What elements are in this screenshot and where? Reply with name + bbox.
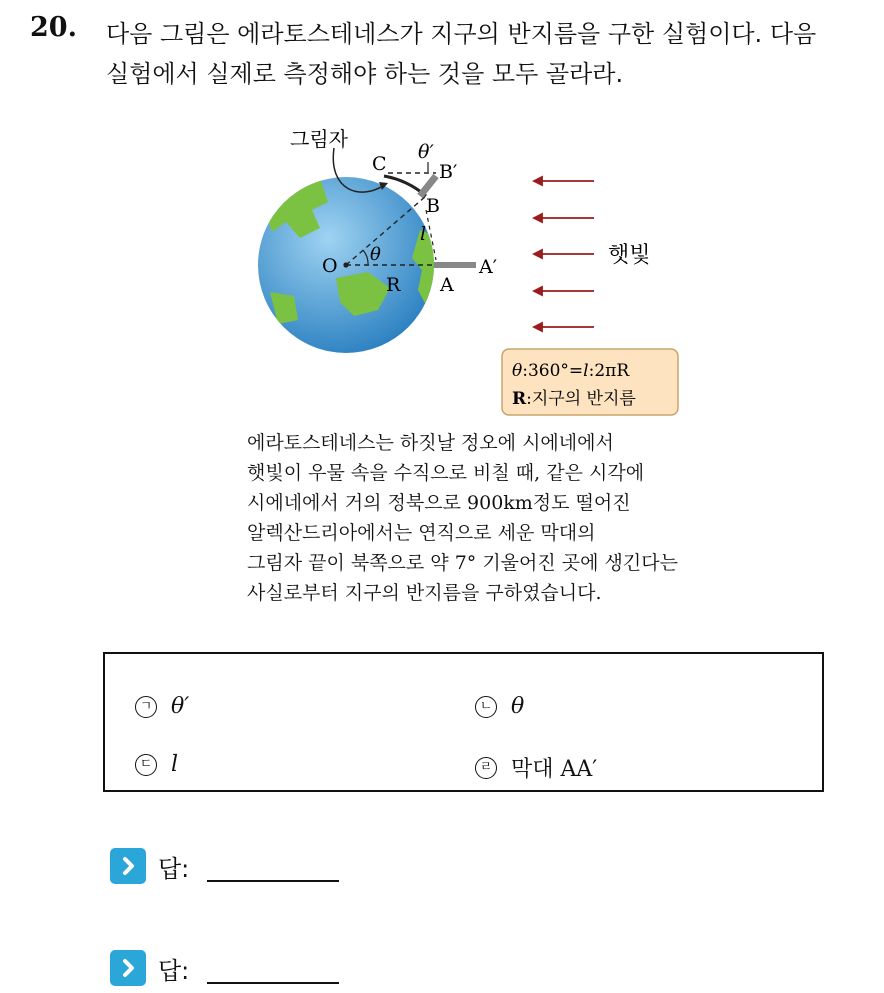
question-text-line1: 다음 그림은 에라토스테네스가 지구의 반지름을 구한 실험이다. 다음	[106, 20, 817, 48]
eratosthenes-diagram	[250, 110, 690, 420]
choice-text: l	[171, 752, 179, 777]
answer-label: 답:	[158, 956, 190, 985]
rod-BBp	[420, 176, 436, 196]
question-number: 20.	[30, 12, 77, 43]
label-C: C	[372, 153, 387, 175]
choice-item	[475, 694, 524, 719]
center-point-O	[343, 262, 348, 267]
question-text-line2: 실험에서 실제로 측정해야 하는 것을 모두 골라라.	[106, 60, 624, 88]
answer-label: 답:	[158, 854, 190, 883]
sunlight-label: 햇빛	[608, 243, 651, 268]
choice-text: θ′	[171, 694, 190, 719]
answer-blank[interactable]	[207, 952, 339, 984]
choice-text: θ	[511, 694, 525, 719]
passage-line: 에라토스테네스는 하짓날 정오에 시에네에서	[247, 432, 614, 454]
label-theta: θ	[370, 244, 381, 265]
passage-line: 햇빛이 우물 속을 수직으로 비칠 때, 같은 시각에	[247, 462, 645, 484]
choice-item	[475, 752, 597, 783]
land-southwest	[270, 292, 298, 324]
label-B: B	[426, 195, 440, 217]
answer-row	[110, 848, 339, 884]
passage-line: 그림자 끝이 북쪽으로 약 7° 기울어진 곳에 생긴다는	[247, 552, 678, 574]
answer-row	[110, 950, 339, 986]
theta-prime-label: θ′	[418, 141, 434, 163]
chevron-right-icon	[110, 950, 146, 986]
choice-mark: ㄴ	[475, 696, 497, 718]
passage-line: 시에네에서 거의 정북으로 900km정도 떨어진	[247, 492, 631, 514]
label-O: O	[322, 255, 338, 277]
choice-mark: ㄱ	[135, 696, 157, 718]
shadow-label: 그림자	[290, 127, 348, 151]
sunlight-arrows	[534, 177, 594, 331]
choices-box	[103, 652, 824, 792]
passage-line: 알렉산드리아에서는 연직으로 세운 막대의	[247, 522, 596, 544]
label-R: R	[386, 274, 401, 296]
label-A-prime: A′	[479, 256, 498, 278]
label-l: l	[420, 223, 427, 245]
formula-line2: R:지구의 반지름	[512, 389, 636, 409]
passage-line: 사실로부터 지구의 반지름을 구하였습니다.	[247, 582, 602, 604]
formula-line1: θ:360°=l:2πR	[512, 361, 630, 381]
choice-mark: ㄷ	[135, 754, 157, 776]
chevron-right-icon	[110, 848, 146, 884]
choice-item	[135, 694, 189, 719]
label-B-prime: B′	[439, 161, 458, 183]
choice-text: 막대 AA′	[511, 757, 598, 782]
label-A: A	[440, 274, 454, 296]
choice-mark: ㄹ	[475, 757, 497, 779]
answer-blank[interactable]	[207, 850, 339, 882]
choice-item	[135, 752, 178, 777]
passage	[247, 428, 678, 608]
